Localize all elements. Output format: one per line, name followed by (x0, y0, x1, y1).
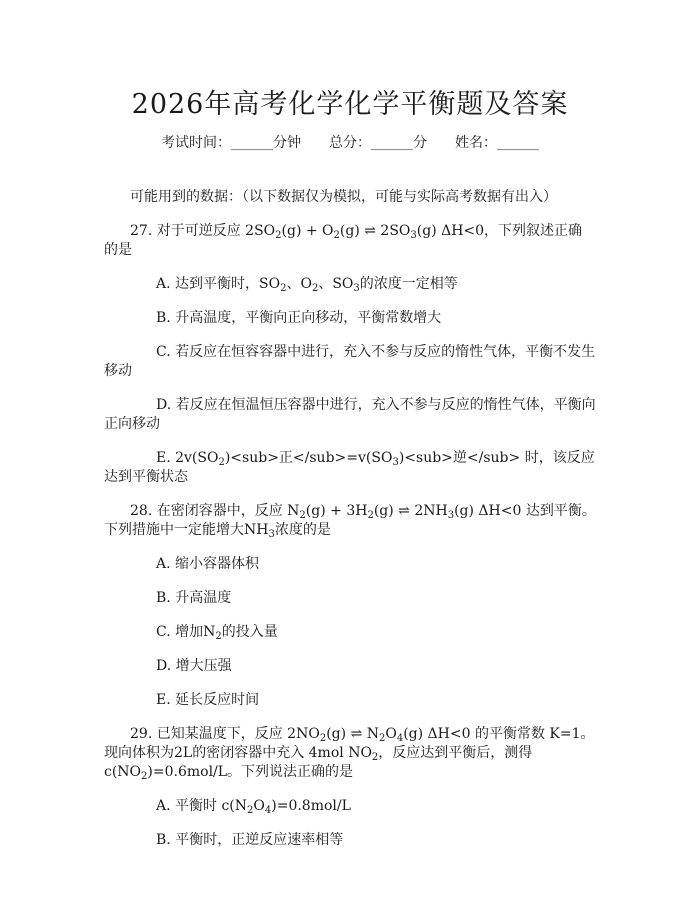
exam-info-line (0, 132, 700, 152)
question-27-option-e[interactable]: E. $2v(SO_2)<sub>$正$</sub>=v(SO_3)<sub>$逆</sub> 时，该反应达到平衡状态 (104, 450, 595, 485)
question-29-option-b[interactable]: B. 平衡时，正逆反应速率相等 (156, 832, 344, 848)
question-27-option-b[interactable]: B. 升高温度，平衡向正向移动，平衡常数增大 (156, 310, 442, 326)
question-28-option-a[interactable]: A. 缩小容器体积 (156, 556, 260, 572)
questions-area (104, 188, 596, 865)
question-27-option-a[interactable]: A. 达到平衡时，$SO_2$、$O_2$、$SO_3$的浓度一定相等 (156, 276, 458, 294)
question-28-option-e[interactable]: E. 延长反应时间 (156, 692, 260, 708)
question-29-stem: 29. 已知某温度下，反应 $2NO_2(g)$ ⇌ $N_2O_4(g)$ ΔH<0 的平衡常数 K=1。现向体积为2L的密闭容器中充入 4mol $NO_2$，反应达到平衡后，测得$c(NO_2)=0.6mol/L$。下列说法正确的是 (104, 726, 595, 782)
question-28-stem: 28. 在密闭容器中，反应 $N_2(g) + 3H_2(g)$ ⇌ $2NH_3(g)$ ΔH<0 达到平衡。下列措施中一定能增大$NH_3$浓度的是 (104, 503, 596, 540)
question-28-option-d[interactable]: D. 增大压强 (156, 658, 232, 674)
question-27-option-d[interactable]: D. 若反应在恒温恒压容器中进行，充入不参与反应的惰性气体，平衡向正向移动 (104, 397, 596, 432)
total-score-field: 总分：______分 (329, 135, 427, 151)
question-27-stem: 27. 对于可逆反应 $2SO_2(g) + O_2(g)$ ⇌ $2SO_3(g)$ ΔH<0，下列叙述正确的是 (104, 223, 583, 258)
exam-time-field: 考试时间：______分钟 (161, 135, 301, 151)
intro-note: 可能用到的数据：（以下数据仅为模拟，可能与实际高考数据有出入） (130, 189, 557, 205)
question-27-option-c[interactable]: C. 若反应在恒容容器中进行，充入不参与反应的惰性气体，平衡不发生移动 (104, 344, 596, 379)
question-28-option-c[interactable]: C. 增加$N_2$的投入量 (156, 624, 278, 642)
question-28-option-b[interactable]: B. 升高温度 (156, 590, 232, 606)
page-title: 2026年高考化学化学平衡题及答案 (131, 89, 569, 120)
student-name-field: 姓名：______ (455, 135, 539, 151)
question-29-option-a[interactable]: A. 平衡时 $c(N_2O_4)=0.8mol/L$ (156, 798, 351, 816)
